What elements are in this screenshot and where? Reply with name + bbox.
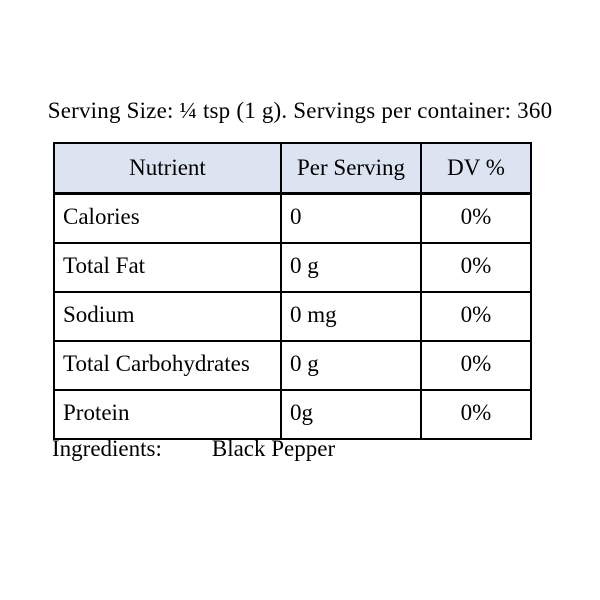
table-row bbox=[54, 292, 531, 341]
cell-dv-percent: 0% bbox=[421, 341, 531, 390]
cell-per-serving: 0 mg bbox=[281, 292, 421, 341]
cell-per-serving: 0 bbox=[281, 194, 421, 244]
table-row bbox=[54, 390, 531, 439]
nutrition-table bbox=[53, 142, 532, 440]
cell-nutrient: Protein bbox=[54, 390, 281, 439]
header-dv-percent: DV % bbox=[421, 143, 531, 194]
cell-per-serving: 0g bbox=[281, 390, 421, 439]
cell-dv-percent: 0% bbox=[421, 194, 531, 244]
cell-per-serving: 0 g bbox=[281, 243, 421, 292]
ingredients-value: Black Pepper bbox=[211, 436, 336, 461]
table-row bbox=[54, 243, 531, 292]
ingredients-line bbox=[52, 436, 335, 462]
cell-nutrient: Calories bbox=[54, 194, 281, 244]
cell-nutrient: Total Fat bbox=[54, 243, 281, 292]
header-nutrient: Nutrient bbox=[54, 143, 281, 194]
cell-nutrient: Sodium bbox=[54, 292, 281, 341]
cell-dv-percent: 0% bbox=[421, 292, 531, 341]
table-row bbox=[54, 341, 531, 390]
serving-size-line: Serving Size: ¼ tsp (1 g). Servings per container: 360 bbox=[47, 98, 553, 123]
table-row bbox=[54, 194, 531, 244]
header-per-serving: Per Serving bbox=[281, 143, 421, 194]
cell-per-serving: 0 g bbox=[281, 341, 421, 390]
cell-dv-percent: 0% bbox=[421, 390, 531, 439]
cell-dv-percent: 0% bbox=[421, 243, 531, 292]
cell-nutrient: Total Carbohydrates bbox=[54, 341, 281, 390]
table-header-row bbox=[54, 143, 531, 194]
ingredients-label: Ingredients: bbox=[52, 436, 162, 461]
